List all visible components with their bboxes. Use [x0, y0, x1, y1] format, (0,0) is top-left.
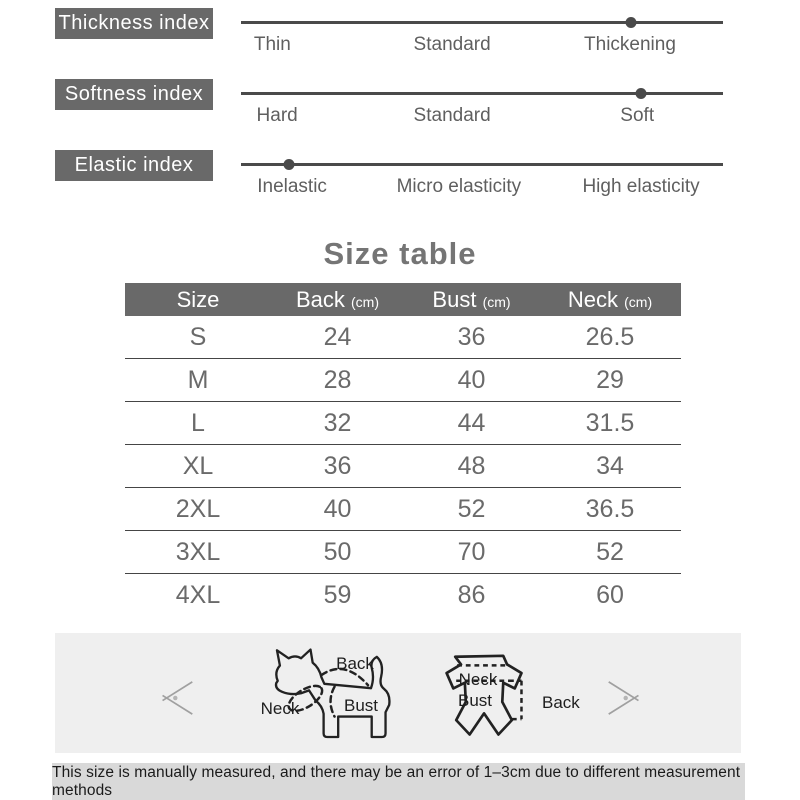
col-label: Neck: [567, 286, 618, 312]
cell-size: L: [125, 402, 271, 445]
table-row-xl: [125, 445, 681, 488]
dog-back-label: Back: [336, 654, 374, 673]
cell-back: 50: [271, 531, 404, 574]
table-row-m: [125, 359, 681, 402]
option-hard: Hard: [256, 105, 298, 126]
cell-back: 24: [323, 322, 352, 351]
footer-bar: [52, 763, 745, 800]
cell-size: S: [189, 322, 207, 351]
cell-bust: 86: [404, 574, 539, 617]
elastic-slider: [241, 150, 723, 214]
cell-neck: 34: [539, 445, 681, 488]
cell-size: XL: [125, 445, 271, 488]
option-soft: Soft: [620, 105, 655, 126]
cell-bust: 44: [404, 402, 539, 445]
option-thin: Thin: [253, 34, 291, 55]
table-row-2xl: [125, 488, 681, 531]
cell-back: 36: [271, 445, 404, 488]
option-standard: Standard: [413, 105, 491, 126]
col-label: Bust: [432, 286, 477, 312]
cell-neck: 52: [539, 531, 681, 574]
garment-back-label: Back: [542, 693, 580, 712]
measurement-disclaimer: This size is manually measured, and there may be an error of 1–3cm due to different measurement methods: [52, 763, 741, 799]
dog-neck-label: Neck: [260, 699, 300, 718]
col-unit: (cm): [482, 293, 511, 310]
elastic-index-row: [0, 150, 800, 214]
cell-size: 4XL: [125, 574, 271, 617]
dog-bust-label: Bust: [343, 696, 379, 715]
cell-size: 3XL: [125, 531, 271, 574]
option-standard: Standard: [413, 34, 491, 55]
softness-index-row: [0, 79, 800, 143]
cell-size: M: [125, 359, 271, 402]
slider-track: [241, 21, 723, 24]
thickness-slider: [241, 8, 723, 72]
col-label: Back: [295, 286, 345, 312]
option-high-elasticity: High elasticity: [582, 176, 700, 197]
cell-size: 2XL: [125, 488, 271, 531]
elastic-index-badge: Elastic index: [55, 150, 213, 181]
cell-back: 40: [271, 488, 404, 531]
col-header-back: [271, 283, 404, 316]
cell-bust: 48: [404, 445, 539, 488]
option-thickening: Thickening: [584, 34, 676, 55]
slider-labels: [241, 34, 723, 60]
slider-labels: [241, 105, 723, 131]
size-table: [125, 283, 681, 616]
col-header-size: [125, 283, 271, 316]
divider-cross-icon: [607, 679, 641, 717]
measurement-diagram-panel: [55, 633, 741, 753]
thickness-index-badge: Thickness index: [55, 8, 213, 39]
option-inelastic: Inelastic: [257, 176, 327, 197]
thickness-slider-dot: [626, 17, 637, 28]
slider-track: [241, 92, 723, 95]
slider-track: [241, 163, 723, 166]
slider-labels: [241, 176, 723, 202]
table-row-l: [125, 402, 681, 445]
table-row-4xl: [125, 574, 681, 617]
col-header-bust: [404, 283, 539, 316]
garment-neck-label: Neck: [458, 670, 498, 689]
cell-neck: 29: [539, 359, 681, 402]
cell-neck: 26.5: [585, 322, 635, 351]
cell-back: 28: [271, 359, 404, 402]
col-unit: (cm): [351, 293, 380, 310]
size-table-title: Size table: [323, 236, 477, 271]
cell-neck: 31.5: [539, 402, 681, 445]
col-label: Size: [176, 286, 220, 312]
cell-bust: 36: [457, 322, 486, 351]
col-unit: (cm): [624, 293, 653, 310]
option-micro-elasticity: Micro elasticity: [396, 176, 522, 197]
garment-bust-label: Bust: [457, 691, 493, 710]
thickness-index-row: [0, 8, 800, 72]
cell-back: 59: [271, 574, 404, 617]
cell-bust: 52: [404, 488, 539, 531]
cell-neck: 60: [539, 574, 681, 617]
cell-bust: 40: [404, 359, 539, 402]
softness-slider: [241, 79, 723, 143]
cell-bust: 70: [404, 531, 539, 574]
cell-neck: 36.5: [539, 488, 681, 531]
size-table-header: [125, 283, 681, 316]
elastic-slider-dot: [284, 159, 295, 170]
table-row-s: [125, 316, 681, 359]
table-row-3xl: [125, 531, 681, 574]
cell-back: 32: [271, 402, 404, 445]
dog-bust-dash: [331, 687, 335, 717]
softness-slider-dot: [636, 88, 647, 99]
col-header-neck: [539, 283, 681, 316]
index-section: [0, 0, 800, 215]
softness-index-badge: Softness index: [55, 79, 213, 110]
divider-cross-icon: [160, 679, 194, 717]
